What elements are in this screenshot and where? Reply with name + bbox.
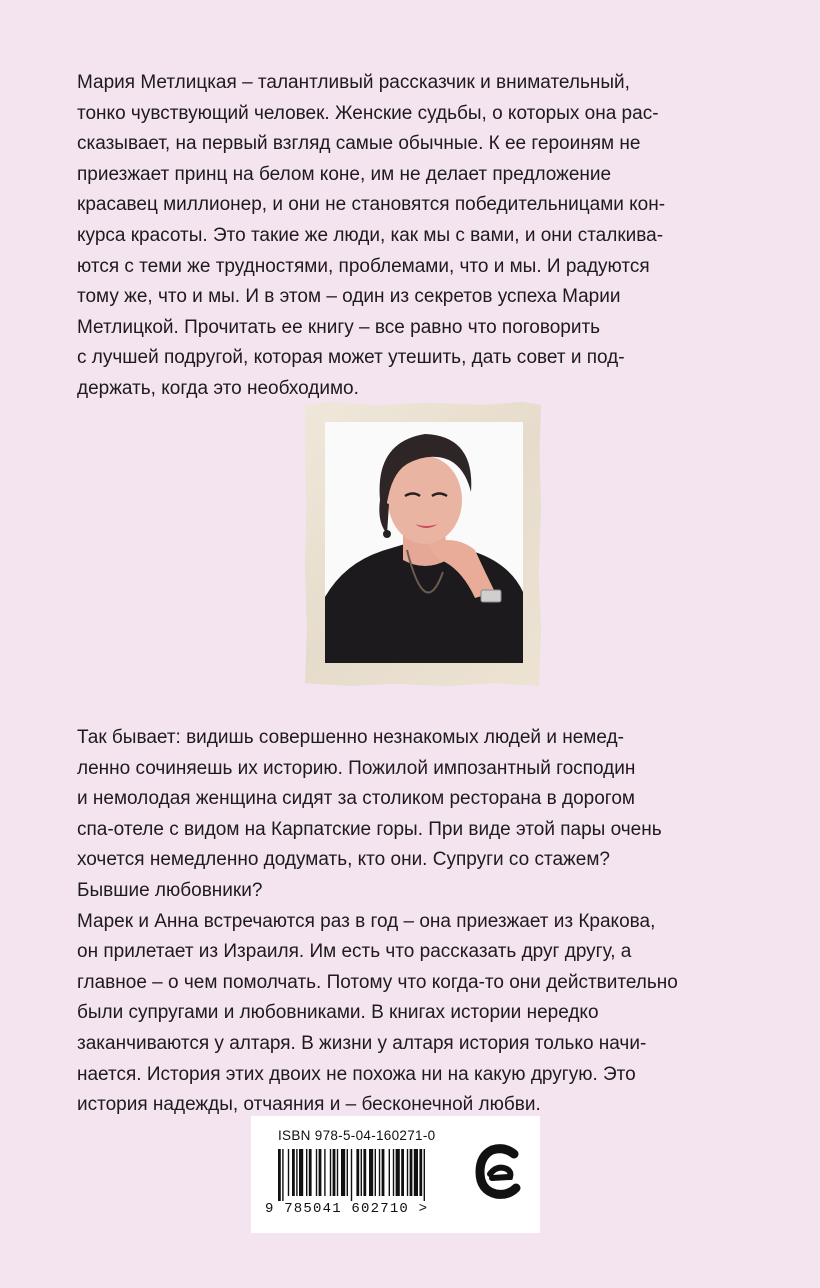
barcode-bar (369, 1149, 373, 1196)
barcode-bar (347, 1149, 348, 1196)
text-line: история надежды, отчаяния и – бесконечной любви. (77, 1094, 541, 1116)
barcode-bar (292, 1149, 295, 1196)
barcode-bar (299, 1149, 303, 1196)
text-line: Так бывает: видишь совершенно незнакомых людей и немед- (77, 727, 624, 748)
barcode-bar (361, 1149, 362, 1196)
barcode-bar (379, 1149, 380, 1196)
barcode-bar (356, 1149, 359, 1196)
text-line: главное – о чем помолчать. Потому что когда-то они действительно (77, 971, 678, 993)
text-line: он прилетает из Израиля. Им есть что рассказать друг другу, а (77, 941, 632, 963)
barcode-bar (424, 1149, 425, 1201)
barcode-bar (309, 1149, 312, 1196)
text-line: красавец миллионер, и они не становятся победительницами кон- (77, 194, 666, 216)
barcode-bar (333, 1149, 336, 1196)
text-line: приезжает принц на белом коне, им не делает предложение (77, 163, 612, 185)
barcode-bar (341, 1149, 345, 1196)
barcode-bar (401, 1149, 404, 1196)
text-line: Марек и Анна встречаются раз в год – она приезжает из Кракова, (77, 910, 656, 932)
barcode-bar (288, 1149, 289, 1196)
barcode-bar (414, 1149, 418, 1196)
author-photo-card (305, 402, 541, 686)
text-line: заканчиваются у алтаря. В жизни у алтаря история только начи- (77, 1032, 647, 1054)
eksmo-logo-icon (474, 1144, 524, 1200)
barcode-bar (351, 1149, 352, 1201)
barcode-bar (396, 1149, 400, 1196)
isbn-label: ISBN 978-5-04-160271-0 (278, 1128, 436, 1143)
text-line: нается. История этих двоих не похожа ни на какую другую. Это (77, 1063, 636, 1085)
barcode-bar (319, 1149, 322, 1196)
barcode-bar (375, 1149, 376, 1196)
text-line: были супругами и любовниками. В книгах истории нередко (77, 1002, 599, 1024)
barcode-bar (278, 1149, 281, 1201)
barcode-bar (419, 1149, 422, 1196)
text-line: хочется немедленно додумать, кто они. Супруги со стажем? (77, 849, 610, 871)
barcode (278, 1149, 464, 1201)
barcode-bar (316, 1149, 317, 1196)
text-line: и немолодая женщина сидят за столиком ресторана в дорогом (77, 788, 635, 810)
barcode-bar (393, 1149, 394, 1196)
barcode-bar (306, 1149, 307, 1196)
text-line: сказывает, на первый взгляд самые обычные. К ее героиням не (77, 133, 641, 155)
text-line: тому же, что и мы. И в этом – один из секретов успеха Марии (77, 286, 621, 308)
text-line: Мария Метлицкая – талантливый рассказчик и внимательный, (77, 72, 630, 93)
barcode-bar (389, 1149, 390, 1196)
text-line: ются с теми же трудностями, проблемами, что и мы. И радуются (77, 255, 650, 277)
text-line: Бывшие любовники? (77, 879, 263, 901)
barcode-bar (410, 1149, 413, 1196)
text-line: держать, когда это необходимо. (77, 377, 359, 399)
author-description (77, 68, 742, 405)
text-line: Метлицкой. Прочитать ее книгу – все равно что поговорить (77, 316, 601, 338)
text-line: ленно сочиняешь их историю. Пожилой импозантный господин (77, 757, 636, 779)
author-portrait (325, 422, 523, 663)
barcode-bar (296, 1149, 297, 1196)
barcode-digits: 9 785041 602710 > (265, 1201, 429, 1217)
text-line: курса красоты. Это такие же люди, как мы с вами, и они сталкива- (77, 224, 664, 246)
book-annotation (77, 723, 742, 1121)
barcode-bar (407, 1149, 408, 1196)
barcode-bar (337, 1149, 338, 1196)
barcode-bar (382, 1149, 385, 1196)
barcode-bar (363, 1149, 366, 1196)
text-line: спа-отеле с видом на Карпатские горы. При виде этой пары очень (77, 818, 662, 840)
barcode-bar (330, 1149, 331, 1196)
barcode-bar (324, 1149, 325, 1196)
text-line: с лучшей подругой, которая может утешить, дать совет и под- (77, 347, 625, 369)
isbn-barcode-panel (251, 1116, 540, 1233)
text-line: тонко чувствующий человек. Женские судьбы, о которых она рас- (77, 102, 659, 124)
barcode-bar (282, 1149, 283, 1201)
